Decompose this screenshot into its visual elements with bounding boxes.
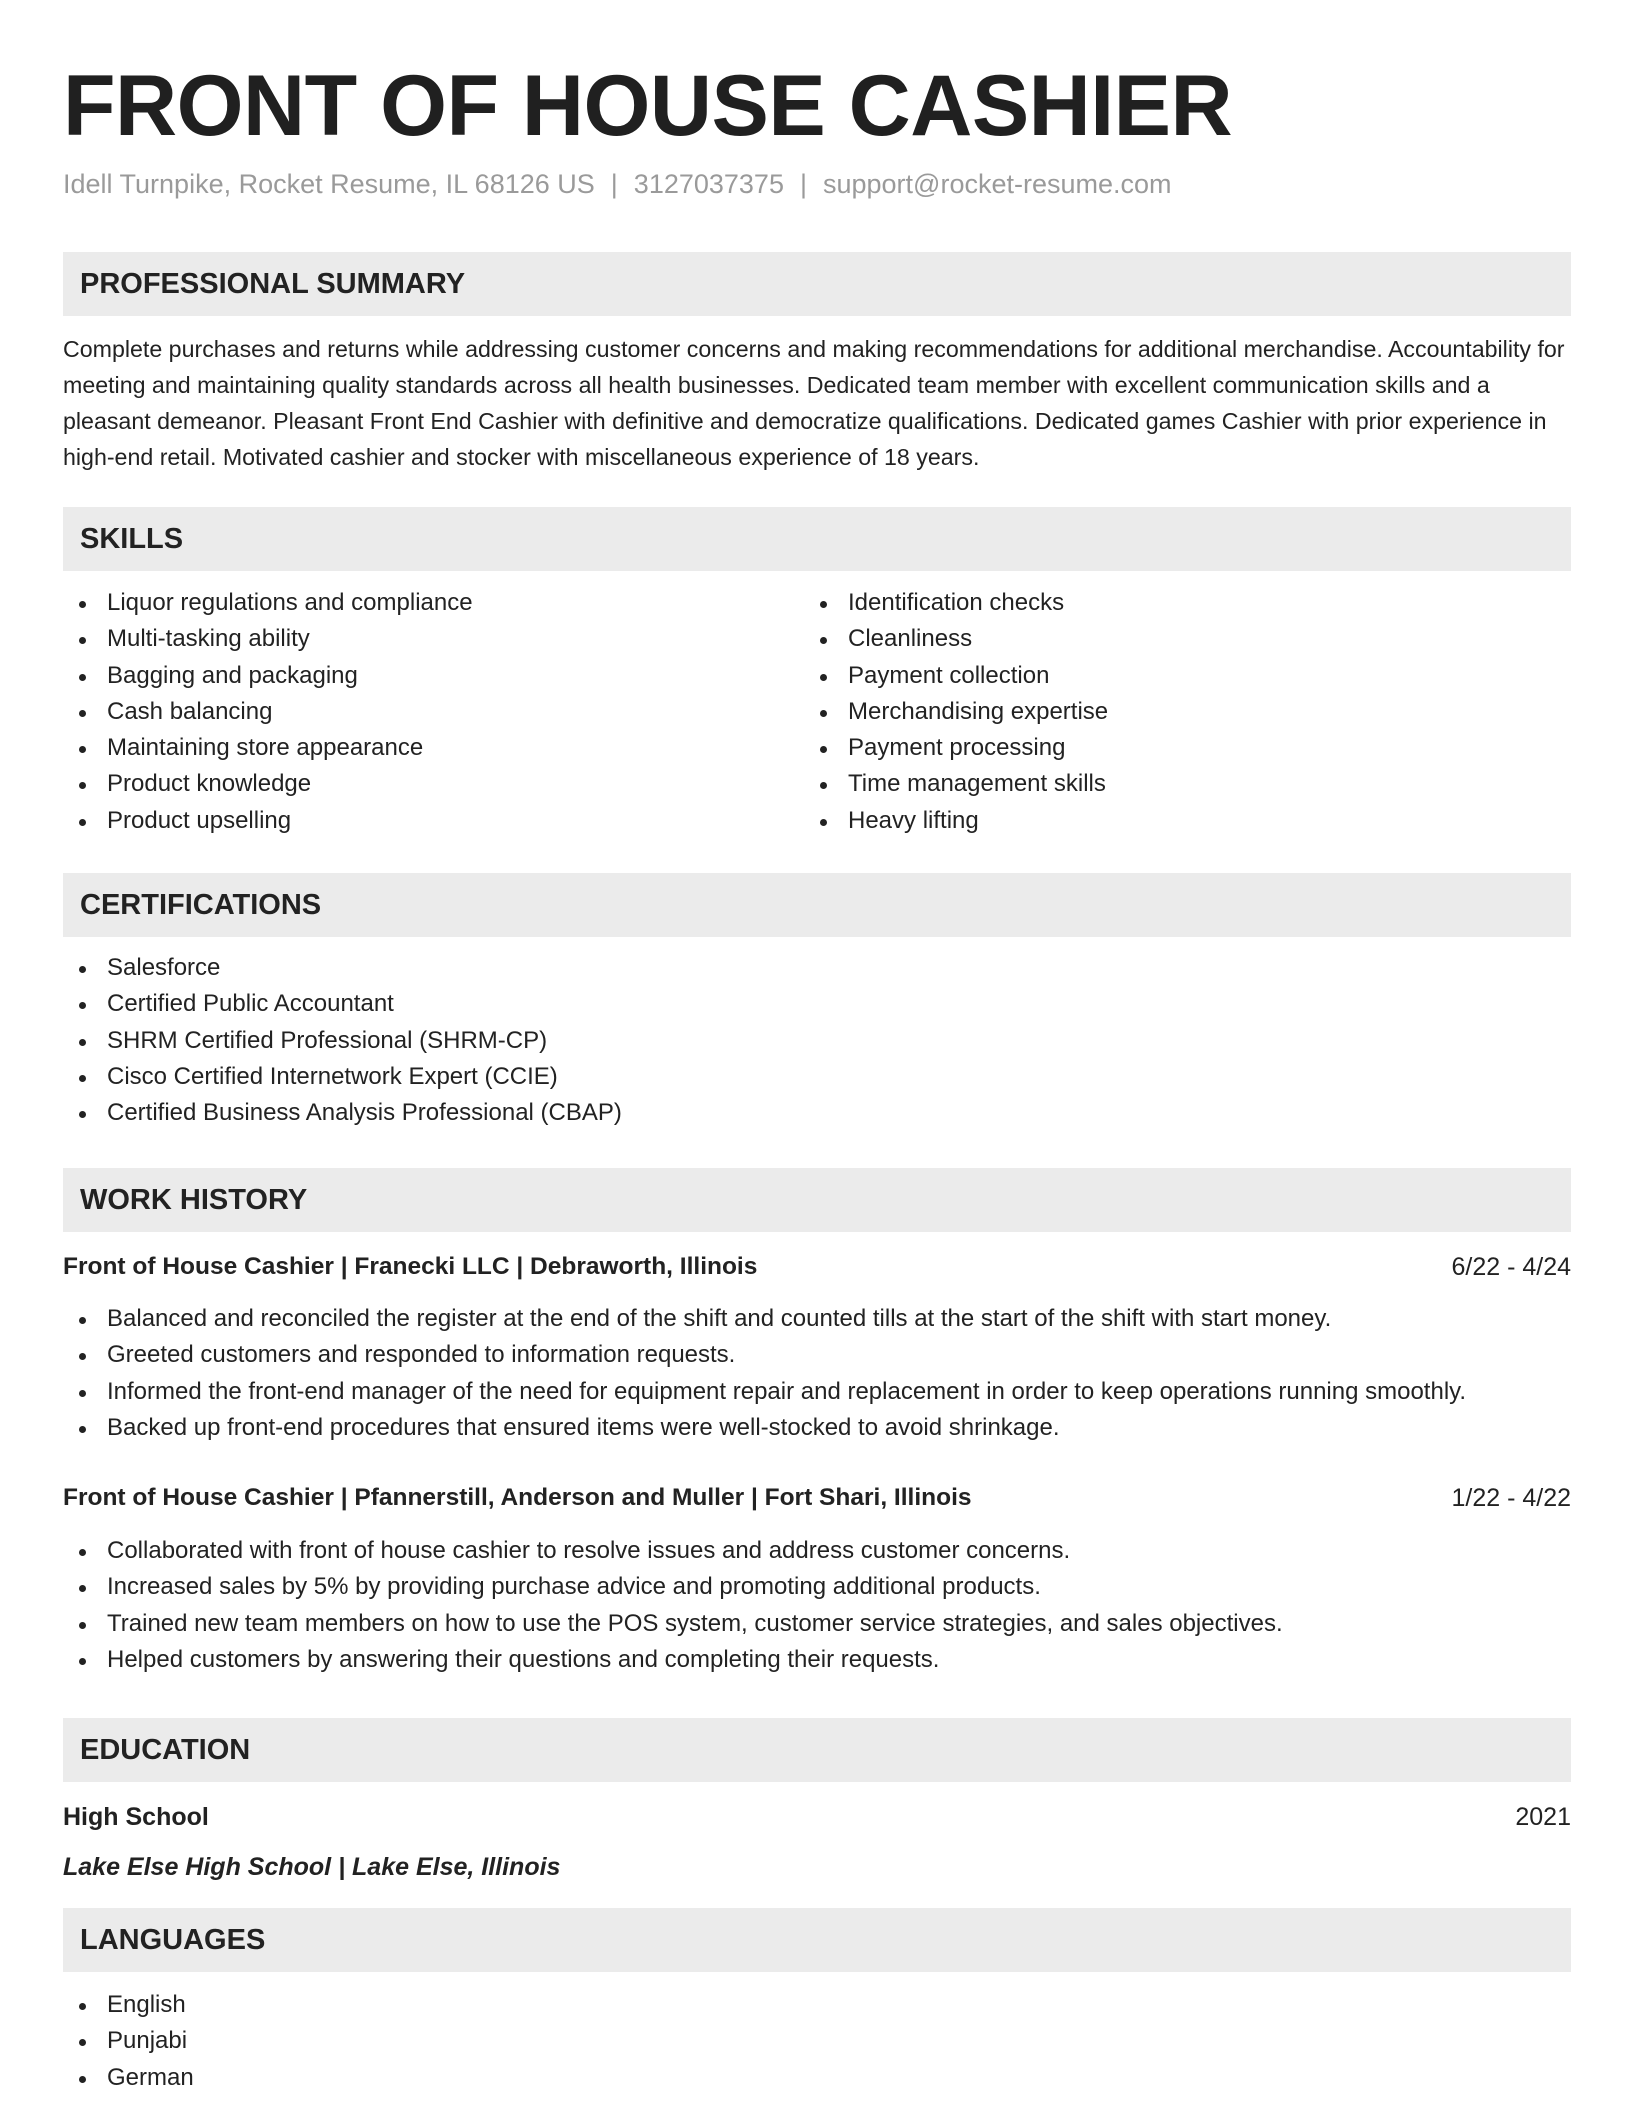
contact-separator: | <box>799 169 807 199</box>
job-dates: 6/22 - 4/24 <box>1451 1253 1571 1281</box>
section-title: EDUCATION <box>80 1734 251 1766</box>
language-item: English <box>63 1987 194 2023</box>
contact-address: Idell Turnpike, Rocket Resume, IL 68126 US <box>63 169 595 199</box>
resume-title: FRONT OF HOUSE CASHIER <box>63 58 1233 154</box>
section-title: CERTIFICATIONS <box>80 889 322 921</box>
education-year: 2021 <box>1515 1803 1571 1831</box>
certification-item: Cisco Certified Internetwork Expert (CCIE) <box>63 1059 622 1095</box>
certifications-list <box>63 950 622 1131</box>
contact-line <box>63 166 1172 202</box>
job-bullet: Informed the front-end manager of the need for equipment repair and replacement in order to keep operations running smoothly. <box>63 1374 1466 1410</box>
section-header-work-history <box>63 1168 1571 1232</box>
skill-item: Product knowledge <box>63 766 473 802</box>
skills-list-left <box>63 585 473 839</box>
certification-item: Salesforce <box>63 950 622 986</box>
job-title: Front of House Cashier | Pfannerstill, Anderson and Muller | Fort Shari, Illinois <box>63 1484 972 1511</box>
section-header-languages <box>63 1908 1571 1972</box>
job-bullet: Increased sales by 5% by providing purchase advice and promoting additional products. <box>63 1569 1283 1605</box>
job-bullet: Trained new team members on how to use the POS system, customer service strategies, and sales objectives. <box>63 1606 1283 1642</box>
job-bullet: Helped customers by answering their questions and completing their requests. <box>63 1642 1283 1678</box>
job-dates: 1/22 - 4/22 <box>1451 1484 1571 1512</box>
job-bullet: Backed up front-end procedures that ensured items were well-stocked to avoid shrinkage. <box>63 1410 1466 1446</box>
section-header-certifications <box>63 873 1571 937</box>
language-item: German <box>63 2060 194 2096</box>
skill-item: Payment processing <box>804 730 1108 766</box>
job-bullet: Collaborated with front of house cashier to resolve issues and address customer concerns. <box>63 1533 1283 1569</box>
contact-phone: 3127037375 <box>633 169 784 199</box>
certification-item: Certified Business Analysis Professional (CBAP) <box>63 1095 622 1131</box>
section-title: LANGUAGES <box>80 1924 266 1956</box>
contact-separator: | <box>610 169 618 199</box>
skill-item: Time management skills <box>804 766 1108 802</box>
skill-item: Identification checks <box>804 585 1108 621</box>
section-header-education <box>63 1718 1571 1782</box>
contact-email[interactable]: support@rocket-resume.com <box>822 169 1172 199</box>
languages-list <box>63 1987 194 2096</box>
section-title: SKILLS <box>80 523 184 555</box>
section-title: PROFESSIONAL SUMMARY <box>80 268 466 300</box>
job-bullet: Balanced and reconciled the register at the end of the shift and counted tills at the start of the shift with start money. <box>63 1301 1466 1337</box>
section-header-summary <box>63 252 1571 316</box>
summary-text: Complete purchases and returns while addressing customer concerns and making recommendations for additional merchandise. Accountability for meeting and maintaining quality standards across all health businesses. Dedicated team member with excellent communication skills and a pleasant demeanor. Pleasant Front End Cashier with definitive and democratize qualifications. Dedicated games Cashier with prior experience in high-end retail. Motivated cashier and stocker with miscellaneous experience of 18 years. <box>63 336 1565 470</box>
job-bullet: Greeted customers and responded to information requests. <box>63 1337 1466 1373</box>
section-header-skills <box>63 507 1571 571</box>
skill-item: Product upselling <box>63 803 473 839</box>
skill-item: Bagging and packaging <box>63 658 473 694</box>
skill-item: Cleanliness <box>804 621 1108 657</box>
job-bullets <box>63 1533 1283 1678</box>
skill-item: Payment collection <box>804 658 1108 694</box>
section-title: WORK HISTORY <box>80 1184 308 1216</box>
skill-item: Heavy lifting <box>804 803 1108 839</box>
language-item: Punjabi <box>63 2023 194 2059</box>
job-title: Front of House Cashier | Franecki LLC | Debraworth, Illinois <box>63 1253 758 1280</box>
certification-item: Certified Public Accountant <box>63 986 622 1022</box>
job-bullets <box>63 1301 1466 1446</box>
skills-list-right <box>804 585 1108 839</box>
skill-item: Multi-tasking ability <box>63 621 473 657</box>
certification-item: SHRM Certified Professional (SHRM-CP) <box>63 1023 622 1059</box>
skill-item: Cash balancing <box>63 694 473 730</box>
skill-item: Liquor regulations and compliance <box>63 585 473 621</box>
skill-item: Merchandising expertise <box>804 694 1108 730</box>
skill-item: Maintaining store appearance <box>63 730 473 766</box>
education-degree: High School <box>63 1803 209 1831</box>
education-school: Lake Else High School | Lake Else, Illinois <box>63 1853 561 1881</box>
